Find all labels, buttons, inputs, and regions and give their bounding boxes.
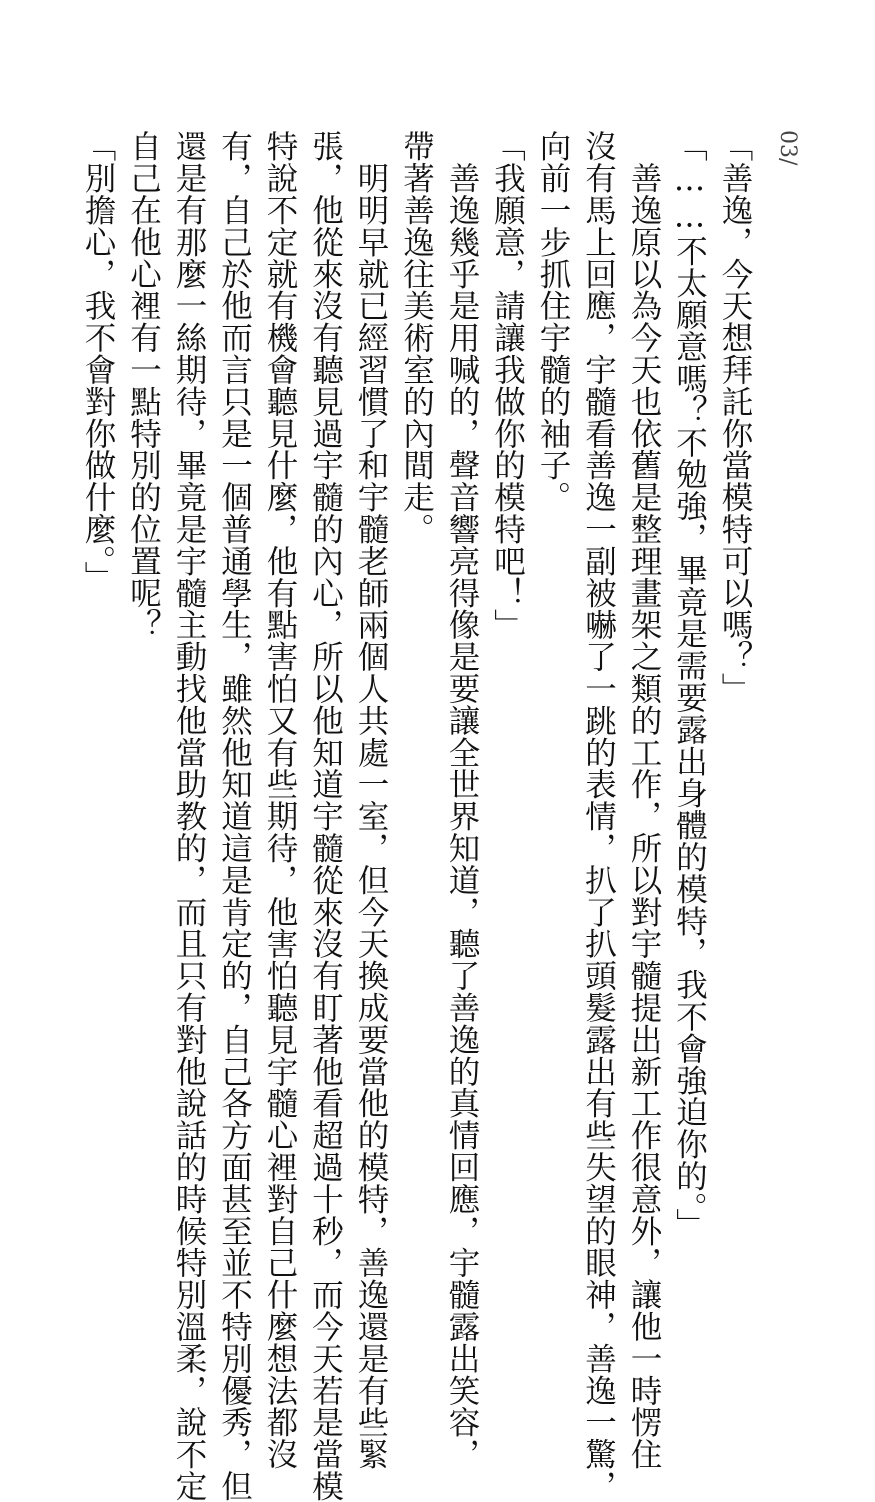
paragraph-narration-1: 善逸原以為今天也依舊是整理畫架之類的工作，所以對宇髓提出新工作很意外，讓他一時愣住 沒有馬上回應，宇髓看善逸一副被嚇了一跳的表情，扒了扒頭髮露出有些失望的眼神，善逸一驚， 向前一步抓住宇髓的袖子。 [535, 130, 662, 1502]
page-number: 03/ [775, 130, 800, 166]
paragraph-dialogue-3: 「我願意，請讓我做你的模特吧！」 [489, 130, 526, 641]
paragraph-dialogue-4: 「別擔心，我不會對你做什麼。」 [80, 130, 116, 593]
paragraph-narration-2: 善逸幾乎是用喊的，聲音響亮得像是要讓全世界知道，聽了善逸的真情回應，宇髓露出笑容， 帶著善逸往美術室的內間走。 [398, 130, 480, 1470]
paragraph-dialogue-2: 「……不太願意嗎？不勉強，畢竟是需要露出身體的模特，我不會強迫你的。」 [671, 130, 708, 1240]
paragraph-dialogue-1: 「善逸，今天想拜託你當模特可以嗎？」 [717, 130, 753, 705]
paragraph-narration-3: 明明早就已經習慣了和宇髓老師兩個人共處一室，但今天換成要當他的模特，善逸還是有些緊 張，他從來沒有聽見過宇髓的內心，所以他知道宇髓從來沒有盯著他看超過十秒，而今天若是當模 特說不定就有機會聽見什麼，他有點害怕又有些期待，他害怕聽見宇髓心裡對自己什麼想法都沒 有，自己於他而言只是一個普通學生，雖然他知道這是肯定的，自己各方面甚至並不特別優秀，但 還是有那麼一絲期待，畢竟是宇髓主動找他當助教的，而且只有對他說話的時候特別溫柔，說不定 自己在他心裡有一點特別的位置呢？ [125, 130, 389, 1502]
body-text [75, 130, 758, 1502]
